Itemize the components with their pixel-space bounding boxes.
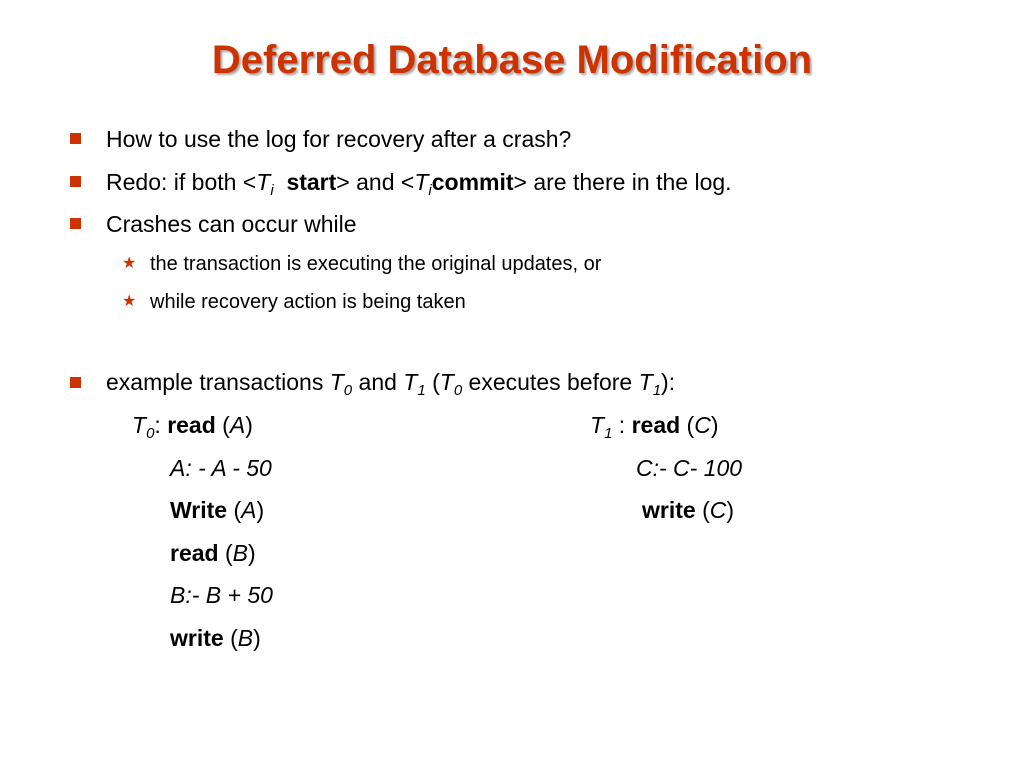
bullet-4-part: example transactions	[106, 369, 330, 395]
paren: (	[215, 412, 230, 438]
paren: (	[218, 540, 233, 566]
assignment: A: - A - 50	[170, 455, 272, 481]
t0-header	[132, 411, 253, 442]
square-bullet-icon	[70, 176, 81, 187]
bullet-text-3: Crashes can occur while	[106, 211, 357, 237]
var-C: C	[709, 497, 727, 523]
bullet-2-part: > are there in the log.	[513, 169, 732, 195]
bullet-text-2	[106, 168, 732, 199]
t1-line-2	[636, 454, 742, 482]
var-T: T	[590, 412, 605, 438]
keyword-commit: commit	[431, 169, 514, 195]
keyword-start: start	[286, 169, 337, 195]
paren: )	[248, 540, 256, 566]
subscript-i: i	[270, 182, 274, 199]
bullet-4-part: executes before	[462, 369, 639, 395]
bullet-text-1: How to use the log for recovery after a crash?	[106, 126, 572, 152]
t0-line-3	[170, 496, 264, 524]
subscript-0: 0	[343, 382, 353, 399]
var-T: T	[132, 412, 147, 438]
paren: (	[227, 497, 242, 523]
sub-bullet-text-2: while recovery action is being taken	[150, 291, 466, 313]
var-T: T	[256, 169, 271, 195]
var-C: C	[694, 412, 711, 438]
var-T: T	[414, 169, 429, 195]
bullet-4-part: (	[425, 369, 440, 395]
t0-line-2	[170, 454, 272, 482]
keyword-read: read	[631, 412, 681, 438]
paren: (	[223, 625, 238, 651]
star-bullet-icon: ★	[122, 255, 137, 272]
sub-bullet-text-1: the transaction is executing the original updates, or	[150, 253, 602, 275]
assignment: C:- C- 100	[636, 455, 743, 481]
paren: )	[710, 412, 719, 438]
bullet-4-part: and	[352, 369, 404, 395]
var-A: A	[241, 497, 257, 523]
square-bullet-icon	[70, 218, 81, 229]
t0-line-6	[170, 624, 261, 652]
subscript-1: 1	[417, 382, 426, 399]
subscript-0: 0	[453, 382, 463, 399]
paren: )	[253, 625, 261, 651]
paren: (	[680, 412, 695, 438]
subscript-1: 1	[604, 425, 613, 442]
keyword-read: read	[170, 540, 219, 566]
t1-line-3	[642, 496, 734, 524]
square-bullet-icon	[70, 377, 81, 388]
keyword-read: read	[167, 412, 216, 438]
var-B: B	[237, 625, 254, 651]
paren: (	[695, 497, 710, 523]
var-T: T	[638, 369, 653, 395]
assignment: B:- B + 50	[170, 582, 273, 608]
paren: )	[726, 497, 735, 523]
bullet-2-part: Redo: if both <	[106, 169, 257, 195]
square-bullet-icon	[70, 133, 81, 144]
keyword-write: Write	[170, 497, 228, 523]
t0-line-4	[170, 539, 256, 567]
paren: )	[256, 497, 265, 523]
subscript-i: i	[428, 182, 432, 199]
slide-title: Deferred Database Modification	[211, 38, 813, 82]
subscript-1: 1	[652, 382, 662, 399]
bullet-2-part: > and <	[336, 169, 415, 195]
bullet-text-4	[106, 368, 676, 399]
var-B: B	[232, 540, 248, 566]
colon: :	[154, 412, 168, 438]
var-A: A	[229, 412, 246, 438]
keyword-write: write	[170, 625, 224, 651]
subscript-0: 0	[146, 425, 155, 442]
bullet-4-part: ):	[661, 369, 676, 395]
var-T: T	[329, 369, 344, 395]
var-T: T	[403, 369, 418, 395]
t1-header	[590, 411, 719, 442]
paren: )	[245, 412, 253, 438]
star-bullet-icon: ★	[122, 293, 137, 310]
keyword-write: write	[642, 497, 696, 523]
var-T: T	[439, 369, 454, 395]
colon: :	[612, 412, 632, 438]
t0-line-5	[170, 581, 273, 609]
